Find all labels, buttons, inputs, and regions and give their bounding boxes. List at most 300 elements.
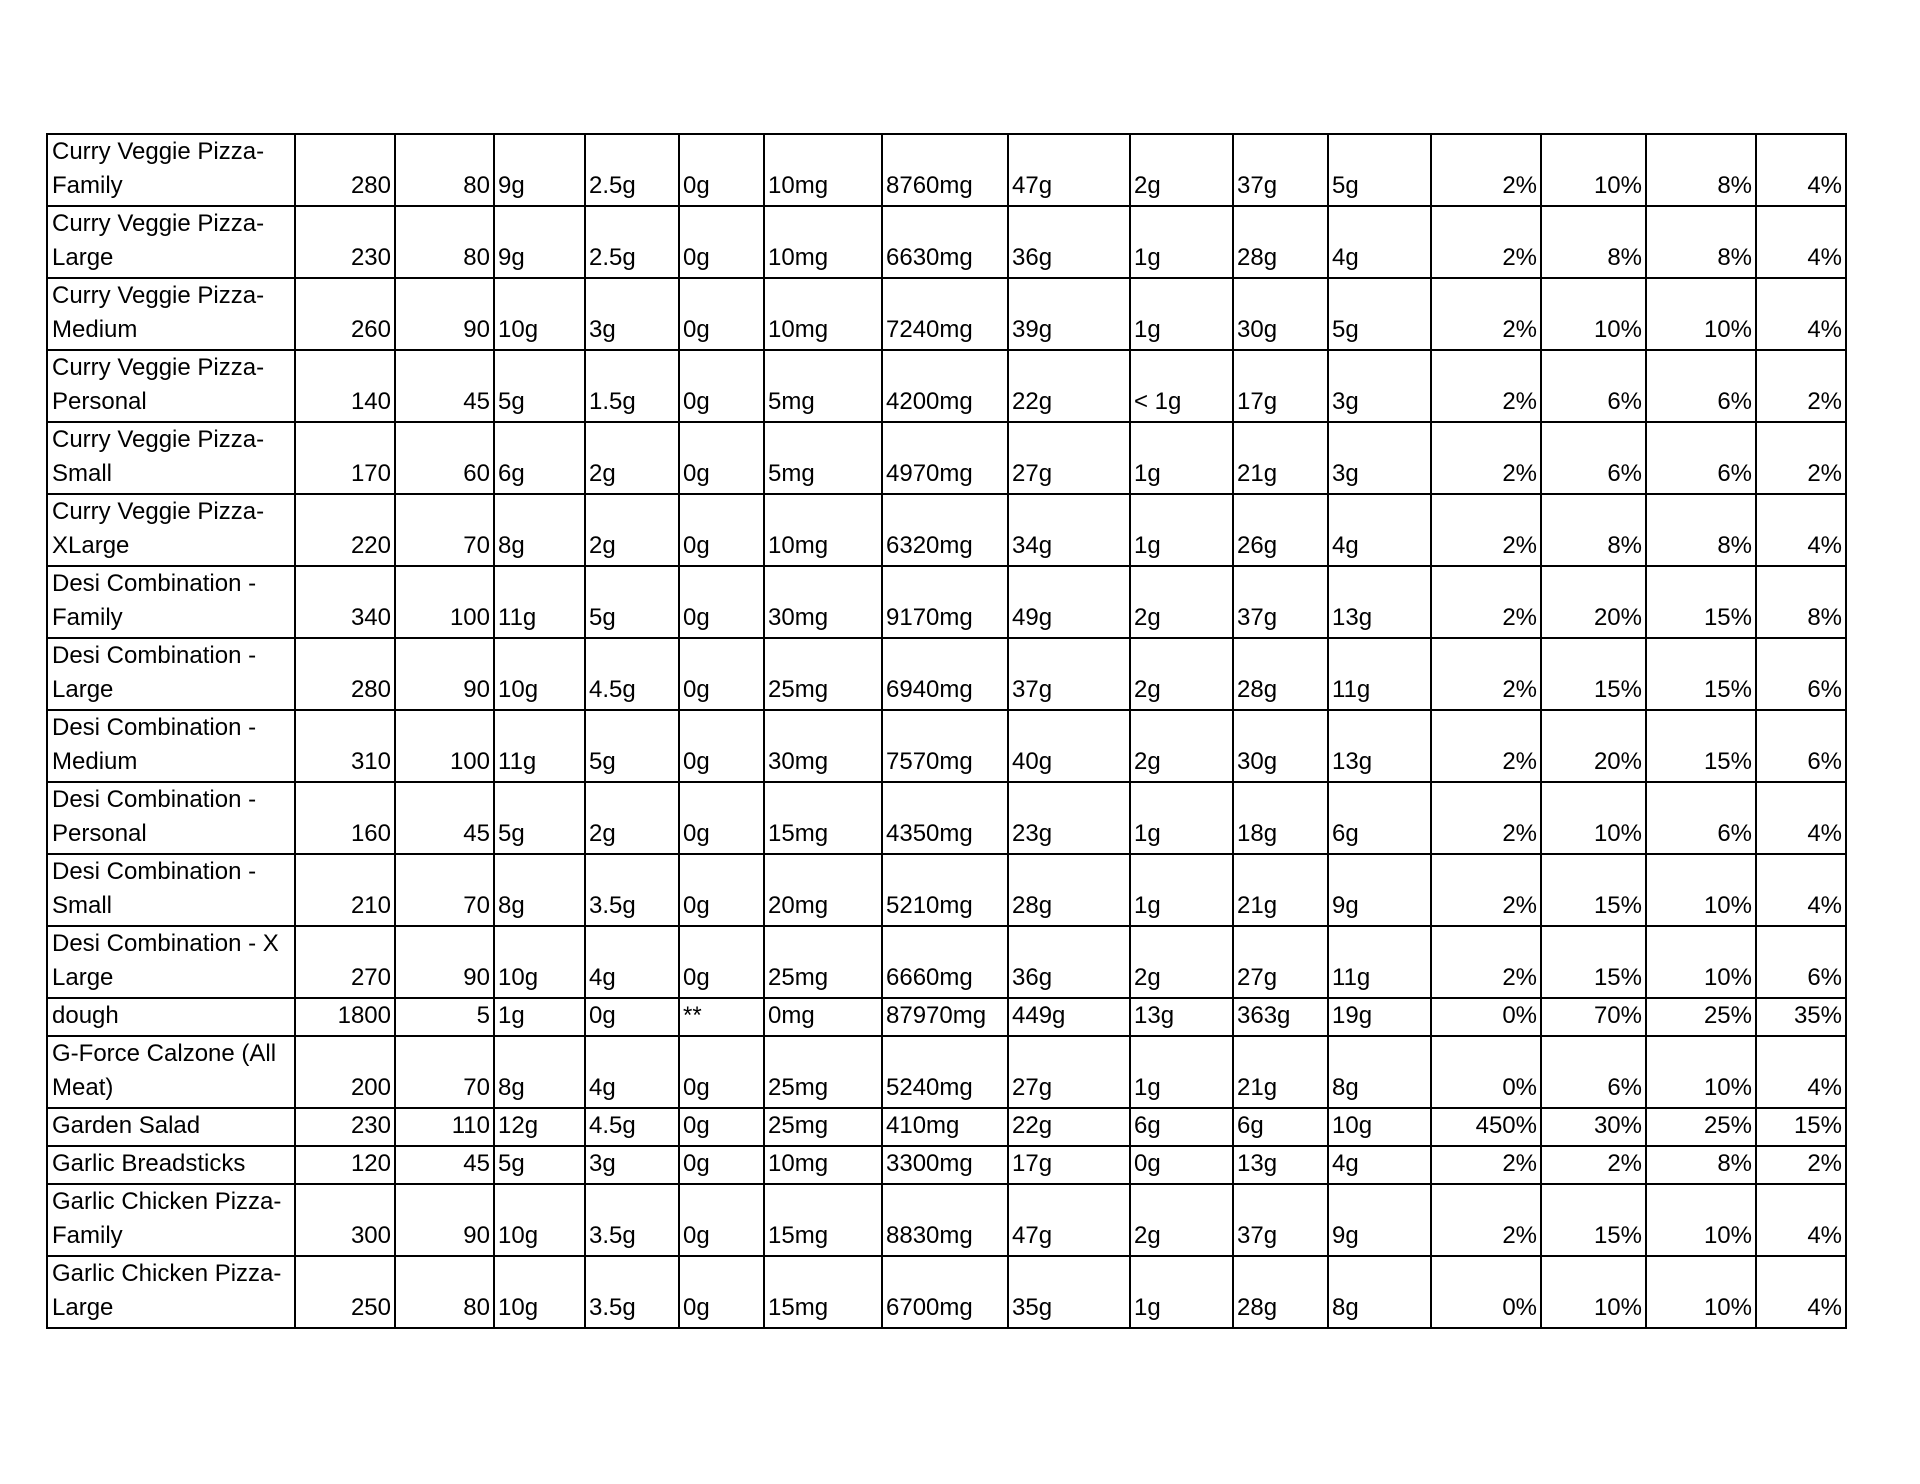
cell-calories: 170	[295, 422, 395, 494]
cell-protein: 3g	[1328, 350, 1431, 422]
cell-calcium: 8%	[1646, 494, 1756, 566]
cell-vit-a: 0%	[1431, 1256, 1541, 1328]
cell-total-fat: 12g	[494, 1108, 585, 1146]
cell-total-fat: 10g	[494, 638, 585, 710]
cell-iron: 2%	[1756, 422, 1846, 494]
cell-vit-c: 8%	[1541, 494, 1646, 566]
cell-sat-fat: 3g	[585, 278, 679, 350]
cell-sodium: 8830mg	[882, 1184, 1008, 1256]
cell-protein: 4g	[1328, 206, 1431, 278]
cell-total-fat: 5g	[494, 782, 585, 854]
cell-protein: 19g	[1328, 998, 1431, 1036]
cell-total-fat: 10g	[494, 278, 585, 350]
cell-name: Desi Combination - Medium	[47, 710, 295, 782]
cell-sat-fat: 2g	[585, 782, 679, 854]
cell-calcium: 6%	[1646, 422, 1756, 494]
cell-iron: 4%	[1756, 134, 1846, 206]
table-row	[47, 422, 1846, 494]
cell-sat-fat: 2g	[585, 494, 679, 566]
cell-sat-fat: 3.5g	[585, 854, 679, 926]
table-row	[47, 1036, 1846, 1108]
cell-fat-calories: 80	[395, 206, 494, 278]
cell-calcium: 10%	[1646, 1256, 1756, 1328]
cell-sugars: 30g	[1233, 278, 1328, 350]
cell-fiber: 1g	[1130, 854, 1233, 926]
cell-calcium: 10%	[1646, 278, 1756, 350]
cell-carbs: 22g	[1008, 350, 1130, 422]
cell-vit-c: 8%	[1541, 206, 1646, 278]
cell-vit-a: 2%	[1431, 206, 1541, 278]
cell-fiber: 1g	[1130, 1036, 1233, 1108]
cell-protein: 8g	[1328, 1036, 1431, 1108]
table-row	[47, 926, 1846, 998]
cell-vit-c: 10%	[1541, 1256, 1646, 1328]
cell-iron: 2%	[1756, 350, 1846, 422]
cell-vit-c: 15%	[1541, 1184, 1646, 1256]
cell-sat-fat: 3g	[585, 1146, 679, 1184]
table-row	[47, 854, 1846, 926]
cell-vit-c: 15%	[1541, 926, 1646, 998]
cell-fiber: 13g	[1130, 998, 1233, 1036]
cell-vit-c: 6%	[1541, 1036, 1646, 1108]
cell-fat-calories: 45	[395, 782, 494, 854]
cell-vit-c: 15%	[1541, 638, 1646, 710]
table-row	[47, 350, 1846, 422]
cell-sodium: 5210mg	[882, 854, 1008, 926]
cell-calcium: 15%	[1646, 710, 1756, 782]
cell-protein: 9g	[1328, 1184, 1431, 1256]
cell-vit-c: 10%	[1541, 134, 1646, 206]
cell-carbs: 47g	[1008, 134, 1130, 206]
cell-sugars: 363g	[1233, 998, 1328, 1036]
nutrition-table	[46, 133, 1847, 1329]
cell-sat-fat: 2.5g	[585, 134, 679, 206]
cell-fiber: 1g	[1130, 494, 1233, 566]
cell-name: Curry Veggie Pizza-Large	[47, 206, 295, 278]
cell-vit-a: 0%	[1431, 1036, 1541, 1108]
cell-carbs: 23g	[1008, 782, 1130, 854]
cell-total-fat: 9g	[494, 206, 585, 278]
cell-sodium: 5240mg	[882, 1036, 1008, 1108]
cell-vit-c: 30%	[1541, 1108, 1646, 1146]
cell-name: Curry Veggie Pizza-Small	[47, 422, 295, 494]
cell-iron: 6%	[1756, 638, 1846, 710]
cell-calcium: 10%	[1646, 1036, 1756, 1108]
cell-fat-calories: 70	[395, 494, 494, 566]
cell-iron: 4%	[1756, 1256, 1846, 1328]
table-row	[47, 998, 1846, 1036]
cell-iron: 4%	[1756, 782, 1846, 854]
cell-total-fat: 9g	[494, 134, 585, 206]
cell-cholesterol: 10mg	[764, 278, 882, 350]
cell-trans-fat: 0g	[679, 566, 764, 638]
cell-cholesterol: 25mg	[764, 926, 882, 998]
cell-carbs: 36g	[1008, 206, 1130, 278]
cell-sodium: 6940mg	[882, 638, 1008, 710]
cell-total-fat: 11g	[494, 710, 585, 782]
cell-sugars: 17g	[1233, 350, 1328, 422]
cell-vit-c: 70%	[1541, 998, 1646, 1036]
cell-trans-fat: 0g	[679, 278, 764, 350]
cell-calories: 220	[295, 494, 395, 566]
cell-sugars: 21g	[1233, 422, 1328, 494]
table-row	[47, 710, 1846, 782]
cell-sugars: 21g	[1233, 1036, 1328, 1108]
cell-sodium: 6660mg	[882, 926, 1008, 998]
cell-fiber: 2g	[1130, 710, 1233, 782]
cell-iron: 2%	[1756, 1146, 1846, 1184]
cell-cholesterol: 10mg	[764, 206, 882, 278]
cell-total-fat: 10g	[494, 1256, 585, 1328]
cell-protein: 11g	[1328, 926, 1431, 998]
cell-sat-fat: 4g	[585, 1036, 679, 1108]
cell-fat-calories: 80	[395, 134, 494, 206]
table-row	[47, 566, 1846, 638]
cell-sat-fat: 4g	[585, 926, 679, 998]
cell-carbs: 28g	[1008, 854, 1130, 926]
cell-name: G-Force Calzone (All Meat)	[47, 1036, 295, 1108]
cell-fiber: 2g	[1130, 1184, 1233, 1256]
cell-iron: 4%	[1756, 1036, 1846, 1108]
cell-fat-calories: 90	[395, 638, 494, 710]
cell-carbs: 39g	[1008, 278, 1130, 350]
cell-sugars: 13g	[1233, 1146, 1328, 1184]
cell-sugars: 37g	[1233, 566, 1328, 638]
cell-name: Garlic Breadsticks	[47, 1146, 295, 1184]
table-row	[47, 638, 1846, 710]
cell-fat-calories: 5	[395, 998, 494, 1036]
cell-fat-calories: 45	[395, 350, 494, 422]
cell-cholesterol: 10mg	[764, 134, 882, 206]
cell-trans-fat: 0g	[679, 1146, 764, 1184]
cell-carbs: 27g	[1008, 1036, 1130, 1108]
cell-fiber: 0g	[1130, 1146, 1233, 1184]
cell-carbs: 34g	[1008, 494, 1130, 566]
cell-vit-c: 10%	[1541, 782, 1646, 854]
cell-vit-c: 20%	[1541, 710, 1646, 782]
cell-protein: 10g	[1328, 1108, 1431, 1146]
cell-protein: 5g	[1328, 134, 1431, 206]
cell-iron: 15%	[1756, 1108, 1846, 1146]
cell-name: Desi Combination - X Large	[47, 926, 295, 998]
cell-trans-fat: 0g	[679, 1036, 764, 1108]
table-row	[47, 1146, 1846, 1184]
cell-carbs: 17g	[1008, 1146, 1130, 1184]
cell-calories: 210	[295, 854, 395, 926]
cell-iron: 35%	[1756, 998, 1846, 1036]
cell-sodium: 6700mg	[882, 1256, 1008, 1328]
cell-calcium: 10%	[1646, 854, 1756, 926]
cell-vit-a: 2%	[1431, 422, 1541, 494]
cell-trans-fat: 0g	[679, 638, 764, 710]
cell-vit-a: 2%	[1431, 278, 1541, 350]
cell-carbs: 449g	[1008, 998, 1130, 1036]
cell-vit-c: 15%	[1541, 854, 1646, 926]
cell-sat-fat: 1.5g	[585, 350, 679, 422]
cell-carbs: 40g	[1008, 710, 1130, 782]
cell-protein: 4g	[1328, 1146, 1431, 1184]
cell-total-fat: 10g	[494, 926, 585, 998]
cell-trans-fat: 0g	[679, 350, 764, 422]
cell-cholesterol: 10mg	[764, 494, 882, 566]
cell-sodium: 87970mg	[882, 998, 1008, 1036]
cell-calcium: 6%	[1646, 350, 1756, 422]
cell-calories: 200	[295, 1036, 395, 1108]
cell-calories: 250	[295, 1256, 395, 1328]
cell-trans-fat: 0g	[679, 422, 764, 494]
cell-sugars: 28g	[1233, 206, 1328, 278]
cell-vit-a: 2%	[1431, 710, 1541, 782]
cell-sodium: 4350mg	[882, 782, 1008, 854]
cell-total-fat: 11g	[494, 566, 585, 638]
cell-trans-fat: 0g	[679, 926, 764, 998]
cell-sodium: 6320mg	[882, 494, 1008, 566]
cell-iron: 4%	[1756, 278, 1846, 350]
cell-fat-calories: 70	[395, 1036, 494, 1108]
cell-trans-fat: 0g	[679, 782, 764, 854]
cell-calories: 280	[295, 638, 395, 710]
cell-calcium: 8%	[1646, 1146, 1756, 1184]
cell-calcium: 25%	[1646, 998, 1756, 1036]
cell-sat-fat: 5g	[585, 566, 679, 638]
cell-fiber: 1g	[1130, 782, 1233, 854]
cell-cholesterol: 0mg	[764, 998, 882, 1036]
cell-fiber: 2g	[1130, 638, 1233, 710]
cell-sat-fat: 3.5g	[585, 1256, 679, 1328]
cell-vit-a: 2%	[1431, 1146, 1541, 1184]
cell-total-fat: 6g	[494, 422, 585, 494]
table-row	[47, 134, 1846, 206]
cell-trans-fat: **	[679, 998, 764, 1036]
cell-total-fat: 5g	[494, 1146, 585, 1184]
cell-cholesterol: 10mg	[764, 1146, 882, 1184]
cell-sugars: 6g	[1233, 1108, 1328, 1146]
cell-total-fat: 8g	[494, 494, 585, 566]
cell-fiber: 1g	[1130, 1256, 1233, 1328]
cell-vit-a: 2%	[1431, 638, 1541, 710]
cell-sodium: 7240mg	[882, 278, 1008, 350]
cell-sat-fat: 0g	[585, 998, 679, 1036]
cell-sat-fat: 4.5g	[585, 1108, 679, 1146]
cell-fat-calories: 70	[395, 854, 494, 926]
cell-protein: 11g	[1328, 638, 1431, 710]
cell-fiber: 1g	[1130, 422, 1233, 494]
cell-name: Desi Combination - Small	[47, 854, 295, 926]
cell-calories: 230	[295, 206, 395, 278]
cell-vit-a: 2%	[1431, 350, 1541, 422]
cell-calories: 120	[295, 1146, 395, 1184]
cell-iron: 8%	[1756, 566, 1846, 638]
cell-iron: 6%	[1756, 710, 1846, 782]
cell-sodium: 4200mg	[882, 350, 1008, 422]
cell-cholesterol: 15mg	[764, 1184, 882, 1256]
cell-iron: 4%	[1756, 854, 1846, 926]
cell-carbs: 49g	[1008, 566, 1130, 638]
cell-trans-fat: 0g	[679, 494, 764, 566]
cell-fat-calories: 45	[395, 1146, 494, 1184]
cell-vit-a: 450%	[1431, 1108, 1541, 1146]
cell-sugars: 37g	[1233, 134, 1328, 206]
cell-cholesterol: 5mg	[764, 350, 882, 422]
cell-total-fat: 10g	[494, 1184, 585, 1256]
cell-calcium: 8%	[1646, 134, 1756, 206]
cell-cholesterol: 25mg	[764, 1108, 882, 1146]
cell-carbs: 35g	[1008, 1256, 1130, 1328]
cell-fat-calories: 100	[395, 566, 494, 638]
cell-sat-fat: 4.5g	[585, 638, 679, 710]
cell-calories: 340	[295, 566, 395, 638]
cell-trans-fat: 0g	[679, 710, 764, 782]
cell-cholesterol: 20mg	[764, 854, 882, 926]
cell-sodium: 7570mg	[882, 710, 1008, 782]
cell-fat-calories: 90	[395, 926, 494, 998]
cell-vit-c: 6%	[1541, 350, 1646, 422]
cell-sodium: 8760mg	[882, 134, 1008, 206]
cell-fiber: 6g	[1130, 1108, 1233, 1146]
cell-carbs: 47g	[1008, 1184, 1130, 1256]
cell-carbs: 37g	[1008, 638, 1130, 710]
cell-name: Desi Combination - Personal	[47, 782, 295, 854]
cell-trans-fat: 0g	[679, 1256, 764, 1328]
cell-sugars: 28g	[1233, 1256, 1328, 1328]
table-row	[47, 494, 1846, 566]
cell-calcium: 15%	[1646, 566, 1756, 638]
cell-sodium: 4970mg	[882, 422, 1008, 494]
cell-sugars: 21g	[1233, 854, 1328, 926]
cell-sodium: 6630mg	[882, 206, 1008, 278]
cell-fiber: 1g	[1130, 278, 1233, 350]
cell-calories: 160	[295, 782, 395, 854]
cell-calcium: 15%	[1646, 638, 1756, 710]
cell-carbs: 27g	[1008, 422, 1130, 494]
cell-sat-fat: 3.5g	[585, 1184, 679, 1256]
cell-cholesterol: 15mg	[764, 1256, 882, 1328]
cell-vit-a: 2%	[1431, 134, 1541, 206]
cell-calories: 310	[295, 710, 395, 782]
cell-vit-c: 6%	[1541, 422, 1646, 494]
cell-sugars: 18g	[1233, 782, 1328, 854]
cell-vit-a: 2%	[1431, 1184, 1541, 1256]
cell-protein: 5g	[1328, 278, 1431, 350]
cell-total-fat: 8g	[494, 1036, 585, 1108]
cell-fat-calories: 80	[395, 1256, 494, 1328]
cell-protein: 3g	[1328, 422, 1431, 494]
cell-sodium: 9170mg	[882, 566, 1008, 638]
cell-trans-fat: 0g	[679, 1108, 764, 1146]
cell-fiber: 2g	[1130, 566, 1233, 638]
cell-calories: 280	[295, 134, 395, 206]
cell-calcium: 25%	[1646, 1108, 1756, 1146]
cell-fat-calories: 90	[395, 278, 494, 350]
table-row	[47, 1184, 1846, 1256]
cell-fiber: 1g	[1130, 206, 1233, 278]
cell-fiber: 2g	[1130, 134, 1233, 206]
table-row	[47, 206, 1846, 278]
cell-name: Curry Veggie Pizza-Personal	[47, 350, 295, 422]
cell-calories: 270	[295, 926, 395, 998]
table-row	[47, 278, 1846, 350]
cell-fat-calories: 60	[395, 422, 494, 494]
cell-fat-calories: 100	[395, 710, 494, 782]
cell-total-fat: 1g	[494, 998, 585, 1036]
cell-sodium: 3300mg	[882, 1146, 1008, 1184]
cell-trans-fat: 0g	[679, 1184, 764, 1256]
cell-calories: 140	[295, 350, 395, 422]
cell-cholesterol: 25mg	[764, 638, 882, 710]
cell-protein: 6g	[1328, 782, 1431, 854]
cell-name: Curry Veggie Pizza-XLarge	[47, 494, 295, 566]
cell-sugars: 27g	[1233, 926, 1328, 998]
cell-name: Curry Veggie Pizza-Family	[47, 134, 295, 206]
cell-calcium: 10%	[1646, 1184, 1756, 1256]
cell-protein: 4g	[1328, 494, 1431, 566]
cell-calories: 1800	[295, 998, 395, 1036]
cell-cholesterol: 30mg	[764, 710, 882, 782]
cell-calories: 230	[295, 1108, 395, 1146]
cell-calories: 300	[295, 1184, 395, 1256]
table-row	[47, 782, 1846, 854]
table-row	[47, 1256, 1846, 1328]
cell-sugars: 30g	[1233, 710, 1328, 782]
cell-name: Garden Salad	[47, 1108, 295, 1146]
cell-cholesterol: 25mg	[764, 1036, 882, 1108]
cell-fiber: 2g	[1130, 926, 1233, 998]
cell-protein: 13g	[1328, 710, 1431, 782]
cell-sat-fat: 5g	[585, 710, 679, 782]
cell-vit-a: 2%	[1431, 926, 1541, 998]
cell-vit-c: 2%	[1541, 1146, 1646, 1184]
cell-vit-a: 2%	[1431, 782, 1541, 854]
table-row	[47, 1108, 1846, 1146]
cell-vit-c: 20%	[1541, 566, 1646, 638]
cell-vit-a: 0%	[1431, 998, 1541, 1036]
cell-calcium: 6%	[1646, 782, 1756, 854]
cell-fat-calories: 90	[395, 1184, 494, 1256]
cell-name: Desi Combination - Family	[47, 566, 295, 638]
cell-carbs: 22g	[1008, 1108, 1130, 1146]
cell-trans-fat: 0g	[679, 134, 764, 206]
cell-cholesterol: 5mg	[764, 422, 882, 494]
cell-total-fat: 8g	[494, 854, 585, 926]
cell-fat-calories: 110	[395, 1108, 494, 1146]
cell-vit-a: 2%	[1431, 566, 1541, 638]
cell-total-fat: 5g	[494, 350, 585, 422]
cell-fiber: < 1g	[1130, 350, 1233, 422]
cell-sat-fat: 2.5g	[585, 206, 679, 278]
cell-protein: 9g	[1328, 854, 1431, 926]
cell-cholesterol: 30mg	[764, 566, 882, 638]
cell-vit-c: 10%	[1541, 278, 1646, 350]
cell-vit-a: 2%	[1431, 854, 1541, 926]
cell-carbs: 36g	[1008, 926, 1130, 998]
cell-iron: 4%	[1756, 206, 1846, 278]
cell-iron: 4%	[1756, 494, 1846, 566]
cell-name: Desi Combination - Large	[47, 638, 295, 710]
cell-sat-fat: 2g	[585, 422, 679, 494]
cell-protein: 8g	[1328, 1256, 1431, 1328]
cell-sugars: 37g	[1233, 1184, 1328, 1256]
cell-iron: 4%	[1756, 1184, 1846, 1256]
cell-trans-fat: 0g	[679, 206, 764, 278]
cell-calcium: 10%	[1646, 926, 1756, 998]
cell-calcium: 8%	[1646, 206, 1756, 278]
cell-sugars: 28g	[1233, 638, 1328, 710]
cell-cholesterol: 15mg	[764, 782, 882, 854]
cell-sodium: 410mg	[882, 1108, 1008, 1146]
cell-sugars: 26g	[1233, 494, 1328, 566]
cell-name: Curry Veggie Pizza-Medium	[47, 278, 295, 350]
cell-name: Garlic Chicken Pizza-Family	[47, 1184, 295, 1256]
